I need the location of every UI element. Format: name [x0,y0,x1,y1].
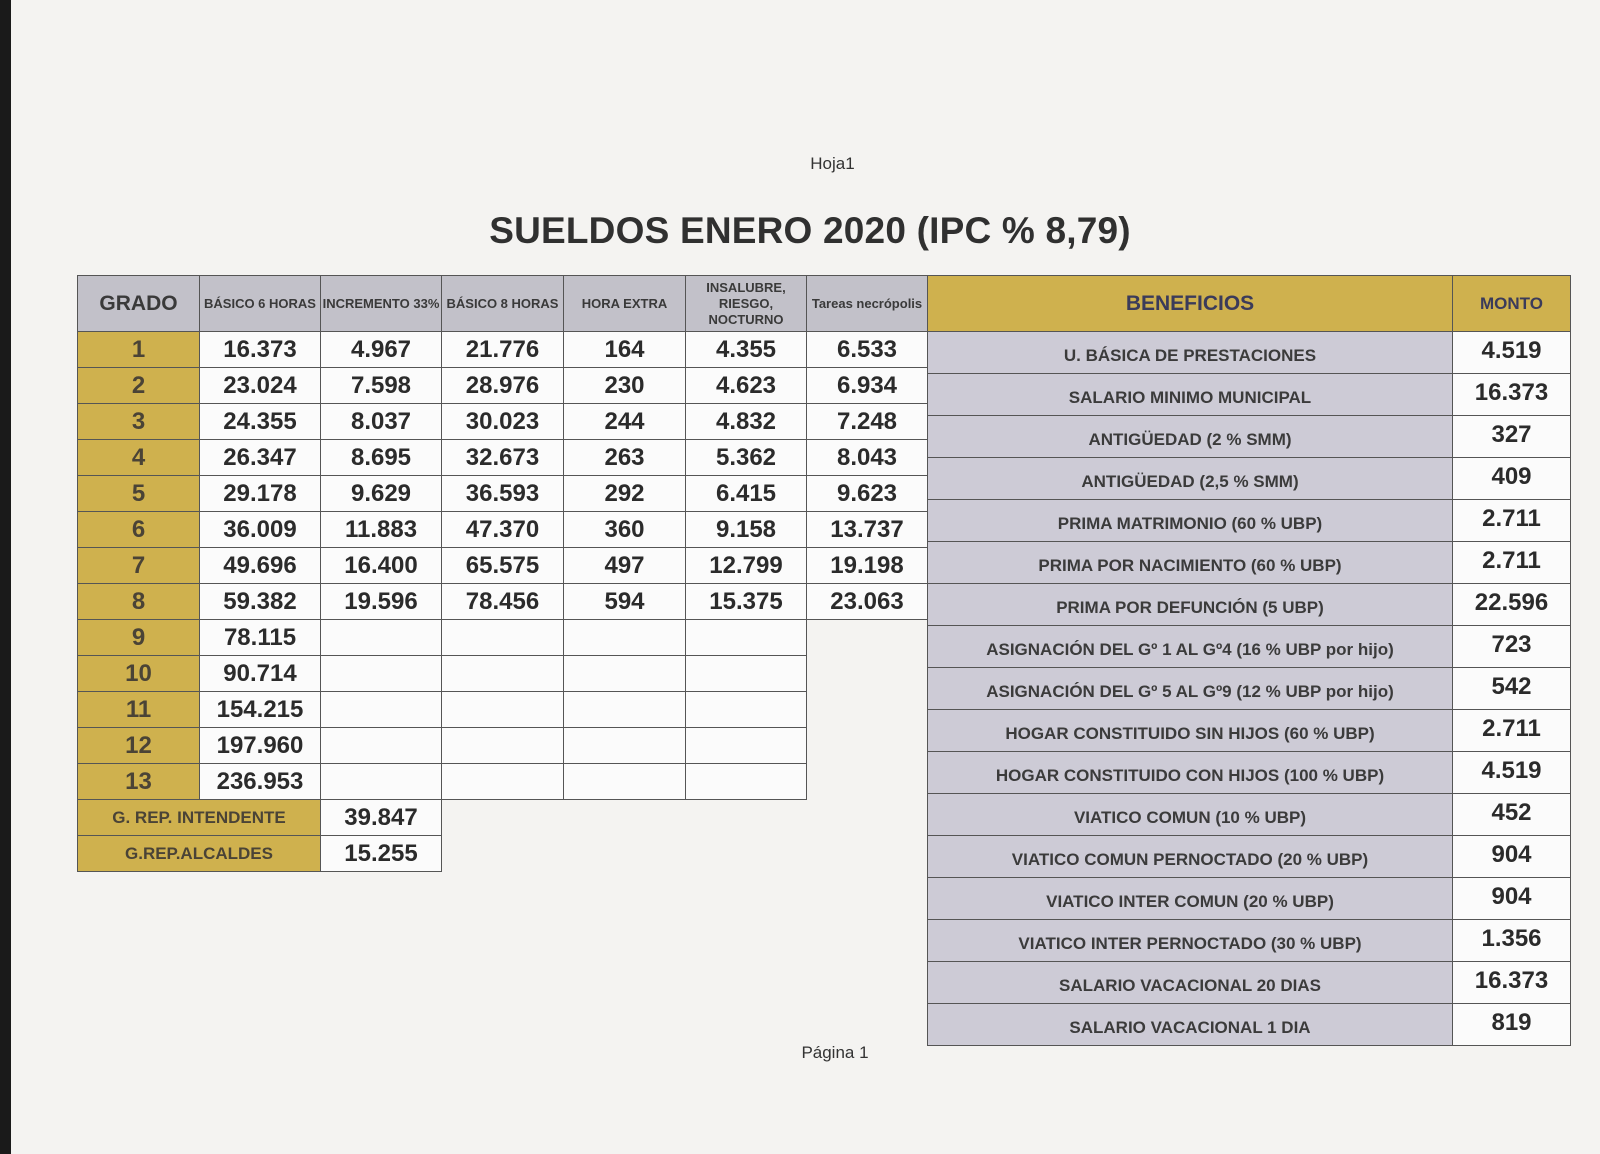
table-row [78,620,928,656]
cell-insalubre: 6.415 [686,476,807,512]
cell-grado: 10 [78,656,200,692]
cell-tareas: 7.248 [807,404,928,440]
header-monto: MONTO [1453,276,1571,332]
cell-hora-extra: 360 [564,512,686,548]
benefit-amount: 2.711 [1453,710,1571,752]
rep-value: 39.847 [321,800,442,836]
empty-cell [807,836,928,872]
table-row [78,440,928,476]
cell-incremento [321,620,442,656]
cell-grado: 6 [78,512,200,548]
cell-basico-8: 30.023 [442,404,564,440]
benefit-amount: 1.356 [1453,920,1571,962]
cell-basico-6: 36.009 [200,512,321,548]
benefit-label: SALARIO VACACIONAL 20 DIAS [928,962,1453,1004]
table-row [78,476,928,512]
cell-incremento: 16.400 [321,548,442,584]
benefit-amount: 723 [1453,626,1571,668]
sheet-name: Hoja1 [810,154,855,173]
cell-insalubre [686,692,807,728]
cell-basico-8: 47.370 [442,512,564,548]
cell-basico-8 [442,728,564,764]
cell-basico-8: 32.673 [442,440,564,476]
cell-basico-6: 154.215 [200,692,321,728]
benefit-label: PRIMA POR NACIMIENTO (60 % UBP) [928,542,1453,584]
benefit-amount: 4.519 [1453,332,1571,374]
benefit-amount: 22.596 [1453,584,1571,626]
empty-cell [442,800,564,836]
rep-label: G. REP. INTENDENTE [78,800,321,836]
benefit-row [928,458,1571,500]
cell-tareas [807,728,928,764]
benefit-row [928,962,1571,1004]
table-row [78,368,928,404]
cell-basico-8 [442,692,564,728]
benefit-label: SALARIO VACACIONAL 1 DIA [928,1004,1453,1046]
benefit-row [928,836,1571,878]
benefit-row [928,668,1571,710]
cell-grado: 3 [78,404,200,440]
benefit-amount: 327 [1453,416,1571,458]
benefits-table [927,275,1571,1046]
cell-basico-8 [442,656,564,692]
cell-incremento: 9.629 [321,476,442,512]
benefits-body [928,332,1571,1046]
cell-hora-extra [564,656,686,692]
benefit-amount: 16.373 [1453,962,1571,1004]
header-basico-6: BÁSICO 6 HORAS [200,276,321,332]
cell-hora-extra [564,728,686,764]
benefit-label: VIATICO COMUN (10 % UBP) [928,794,1453,836]
cell-grado: 11 [78,692,200,728]
benefit-label: SALARIO MINIMO MUNICIPAL [928,374,1453,416]
cell-grado: 1 [78,332,200,368]
cell-tareas: 23.063 [807,584,928,620]
cell-basico-6: 78.115 [200,620,321,656]
page-title: SUELDOS ENERO 2020 (IPC % 8,79) [489,210,1131,251]
benefit-row [928,374,1571,416]
cell-basico-6: 24.355 [200,404,321,440]
cell-tareas: 8.043 [807,440,928,476]
table-row [78,656,928,692]
table-row [78,548,928,584]
cell-basico-8: 36.593 [442,476,564,512]
table-row [78,512,928,548]
benefit-label: HOGAR CONSTITUIDO SIN HIJOS (60 % UBP) [928,710,1453,752]
benefit-label: VIATICO COMUN PERNOCTADO (20 % UBP) [928,836,1453,878]
rep-value: 15.255 [321,836,442,872]
benefit-label: HOGAR CONSTITUIDO CON HIJOS (100 % UBP) [928,752,1453,794]
header-insalubre: INSALUBRE, RIESGO, NOCTURNO [686,276,807,332]
header-basico-8: BÁSICO 8 HORAS [442,276,564,332]
table-row [78,584,928,620]
cell-hora-extra: 497 [564,548,686,584]
cell-tareas [807,656,928,692]
cell-hora-extra: 244 [564,404,686,440]
cell-incremento: 4.967 [321,332,442,368]
cell-tareas [807,692,928,728]
benefit-label: U. BÁSICA DE PRESTACIONES [928,332,1453,374]
cell-hora-extra: 263 [564,440,686,476]
header-hora-extra: HORA EXTRA [564,276,686,332]
benefit-amount: 2.711 [1453,542,1571,584]
cell-grado: 4 [78,440,200,476]
benefit-label: ASIGNACIÓN DEL Gº 5 AL Gº9 (12 % UBP por hijo) [928,668,1453,710]
cell-incremento [321,656,442,692]
cell-hora-extra: 594 [564,584,686,620]
cell-grado: 2 [78,368,200,404]
cell-basico-6: 90.714 [200,656,321,692]
cell-basico-8: 21.776 [442,332,564,368]
cell-incremento: 7.598 [321,368,442,404]
table-row [78,332,928,368]
benefit-row [928,416,1571,458]
benefit-amount: 542 [1453,668,1571,710]
cell-incremento [321,764,442,800]
cell-grado: 12 [78,728,200,764]
table-row [78,728,928,764]
cell-hora-extra: 230 [564,368,686,404]
benefit-amount: 904 [1453,836,1571,878]
cell-insalubre: 15.375 [686,584,807,620]
benefit-label: VIATICO INTER COMUN (20 % UBP) [928,878,1453,920]
benefit-amount: 2.711 [1453,500,1571,542]
cell-basico-8: 65.575 [442,548,564,584]
benefit-row [928,794,1571,836]
cell-grado: 13 [78,764,200,800]
cell-insalubre: 4.623 [686,368,807,404]
benefit-row [928,332,1571,374]
benefit-row [928,878,1571,920]
cell-tareas: 6.533 [807,332,928,368]
cell-basico-6: 23.024 [200,368,321,404]
cell-insalubre: 5.362 [686,440,807,476]
rep-label: G.REP.ALCALDES [78,836,321,872]
cell-insalubre [686,764,807,800]
cell-basico-6: 26.347 [200,440,321,476]
cell-incremento: 19.596 [321,584,442,620]
cell-incremento [321,728,442,764]
empty-cell [807,800,928,836]
cell-hora-extra: 164 [564,332,686,368]
cell-tareas: 6.934 [807,368,928,404]
cell-basico-6: 236.953 [200,764,321,800]
cell-insalubre: 12.799 [686,548,807,584]
cell-tareas: 13.737 [807,512,928,548]
benefit-amount: 452 [1453,794,1571,836]
benefit-amount: 4.519 [1453,752,1571,794]
cell-incremento: 8.695 [321,440,442,476]
cell-hora-extra [564,620,686,656]
benefit-amount: 904 [1453,878,1571,920]
header-beneficios: BENEFICIOS [928,276,1453,332]
cell-incremento: 11.883 [321,512,442,548]
cell-grado: 9 [78,620,200,656]
benefit-label: ASIGNACIÓN DEL Gº 1 AL Gº4 (16 % UBP por hijo) [928,626,1453,668]
benefit-amount: 819 [1453,1004,1571,1046]
cell-basico-6: 59.382 [200,584,321,620]
benefit-label: ANTIGÜEDAD (2 % SMM) [928,416,1453,458]
cell-insalubre [686,728,807,764]
cell-basico-8 [442,764,564,800]
cell-incremento: 8.037 [321,404,442,440]
cell-tareas [807,620,928,656]
cell-hora-extra [564,692,686,728]
rep-row [78,836,928,872]
salary-body [78,332,928,872]
table-row [78,764,928,800]
benefit-row [928,584,1571,626]
cell-insalubre [686,620,807,656]
benefit-row [928,752,1571,794]
cell-basico-6: 197.960 [200,728,321,764]
benefit-row [928,500,1571,542]
cell-tareas: 19.198 [807,548,928,584]
cell-incremento [321,692,442,728]
benefit-label: ANTIGÜEDAD (2,5 % SMM) [928,458,1453,500]
benefit-row [928,1004,1571,1046]
cell-tareas [807,764,928,800]
cell-insalubre: 4.832 [686,404,807,440]
benefits-header-row [928,276,1571,332]
benefit-amount: 16.373 [1453,374,1571,416]
benefit-amount: 409 [1453,458,1571,500]
benefit-row [928,626,1571,668]
benefit-row [928,920,1571,962]
benefit-row [928,710,1571,752]
cell-hora-extra [564,764,686,800]
salary-table [77,275,928,872]
cell-hora-extra: 292 [564,476,686,512]
cell-basico-8: 28.976 [442,368,564,404]
empty-cell [564,800,686,836]
cell-grado: 8 [78,584,200,620]
cell-insalubre: 4.355 [686,332,807,368]
benefit-label: PRIMA POR DEFUNCIÓN (5 UBP) [928,584,1453,626]
cell-basico-6: 49.696 [200,548,321,584]
header-grado: GRADO [78,276,200,332]
empty-cell [686,800,807,836]
table-row [78,692,928,728]
benefit-label: PRIMA MATRIMONIO (60 % UBP) [928,500,1453,542]
cell-grado: 5 [78,476,200,512]
empty-cell [686,836,807,872]
cell-tareas: 9.623 [807,476,928,512]
cell-basico-6: 16.373 [200,332,321,368]
empty-cell [442,836,564,872]
empty-cell [564,836,686,872]
cell-insalubre [686,656,807,692]
header-incremento: INCREMENTO 33% [321,276,442,332]
cell-insalubre: 9.158 [686,512,807,548]
table-row [78,404,928,440]
page-footer: Página 1 [801,1043,869,1062]
cell-basico-8 [442,620,564,656]
header-tareas: Tareas necrópolis [807,276,928,332]
cell-grado: 7 [78,548,200,584]
cell-basico-8: 78.456 [442,584,564,620]
rep-row [78,800,928,836]
cell-basico-6: 29.178 [200,476,321,512]
benefit-row [928,542,1571,584]
salary-header-row [78,276,928,332]
benefit-label: VIATICO INTER PERNOCTADO (30 % UBP) [928,920,1453,962]
